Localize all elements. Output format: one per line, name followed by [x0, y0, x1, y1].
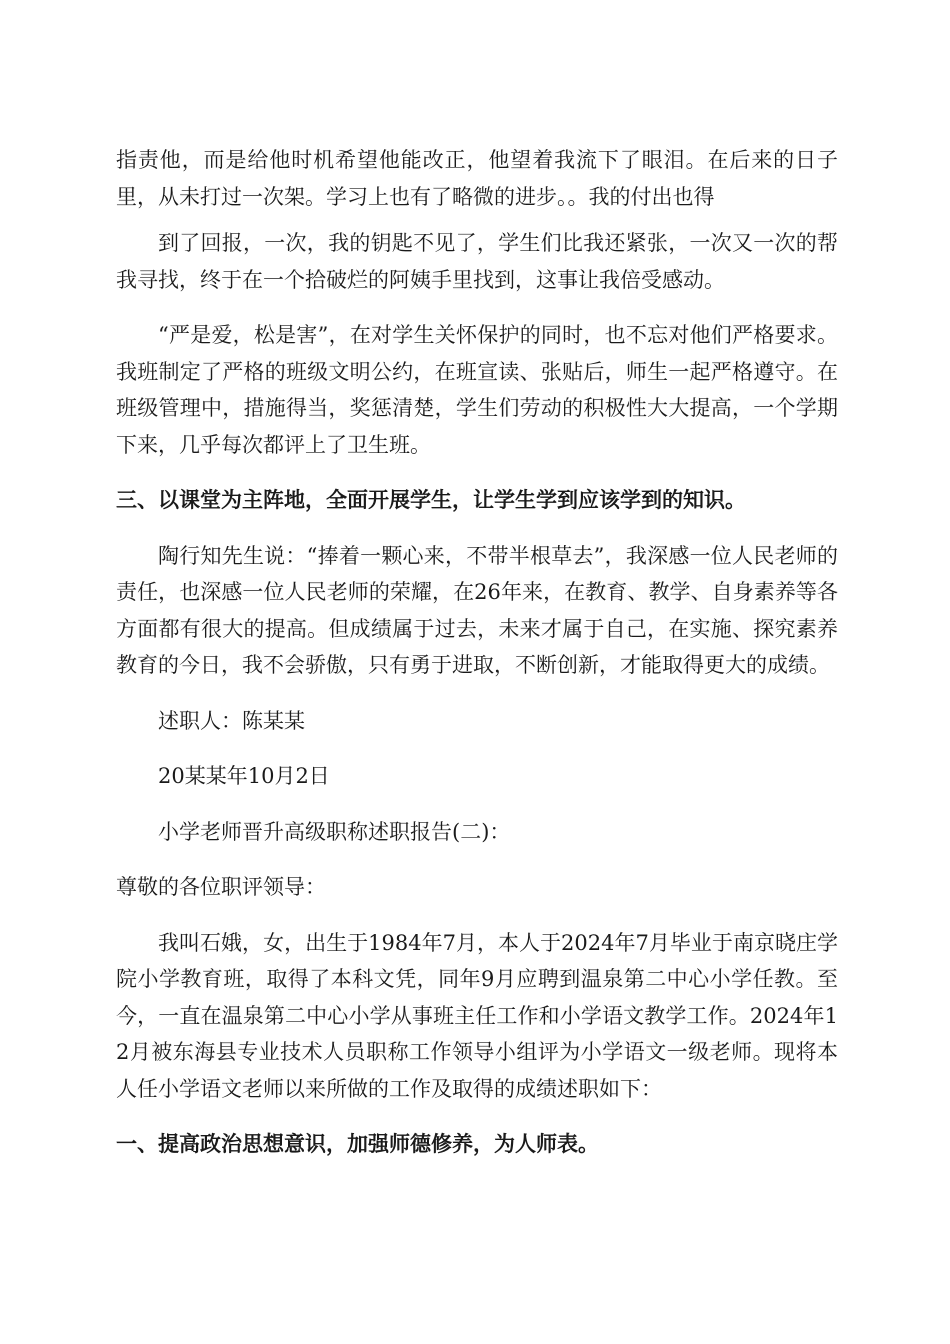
paragraph-self-introduction: 我叫石娥，女，出生于1984年7月，本人于2024年7月毕业于南京晓庄学院小学教育班，取得了本科文凭，同年9月应聘到温泉第二中心小学任教。至今，一直在温泉第二中心小学从事班主任工作和小学语文教学工作。2024年12月被东海县专业技术人员职称工作领导小组评为小学语文一级老师。现将本人任小学语文老师以来所做的工作及取得的成绩述职如下： — [116, 930, 838, 1101]
report-title-two: 小学老师晋升高级职称述职报告(二)： — [158, 819, 511, 844]
paragraph-reward: 到了回报，一次，我的钥匙不见了，学生们比我还紧张，一次又一次的帮我寻找，终于在一个拾破烂的阿姨手里找到，这事让我倍受感动。 — [116, 231, 838, 292]
document-page — [116, 142, 838, 1163]
date-line: 20某某年10月2日 — [158, 764, 330, 788]
salutation: 尊敬的各位职评领导： — [116, 875, 326, 899]
signature-line: 述职人：陈某某 — [158, 708, 305, 733]
paragraph-continuation: 指责他，而是给他时机希望他能改正，他望着我流下了眼泪。在后来的日子里，从未打过一次架。学习上也有了略微的进步。。我的付出也得 — [116, 148, 838, 209]
paragraph-tao-xingzhi: 陶行知先生说：“捧着一颗心来，不带半根草去”，我深感一位人民老师的责任，也深感一位人民老师的荣耀，在26年来，在教育、教学、自身素养等各方面都有很大的提高。但成绩属于过去，未来才属于自己，在实施、探究素养教育的今日，我不会骄傲，只有勇于进取，不断创新，才能取得更大的成绩。 — [116, 543, 838, 677]
section-heading-one: 一、提高政治思想意识，加强师德修养，为人师表。 — [116, 1132, 599, 1156]
section-heading-three: 三、以课堂为主阵地，全面开展学生，让学生学到应该学到的知识。 — [116, 488, 746, 512]
paragraph-strict-love: “严是爱，松是害”，在对学生关怀保护的同时，也不忘对他们严格要求。我班制定了严格的班级文明公约，在班宣读、张贴后，师生一起严格遵守。在班级管理中，措施得当，奖惩清楚，学生们劳动的积极性大大提高，一个学期下来，几乎每次都评上了卫生班。 — [116, 323, 838, 457]
